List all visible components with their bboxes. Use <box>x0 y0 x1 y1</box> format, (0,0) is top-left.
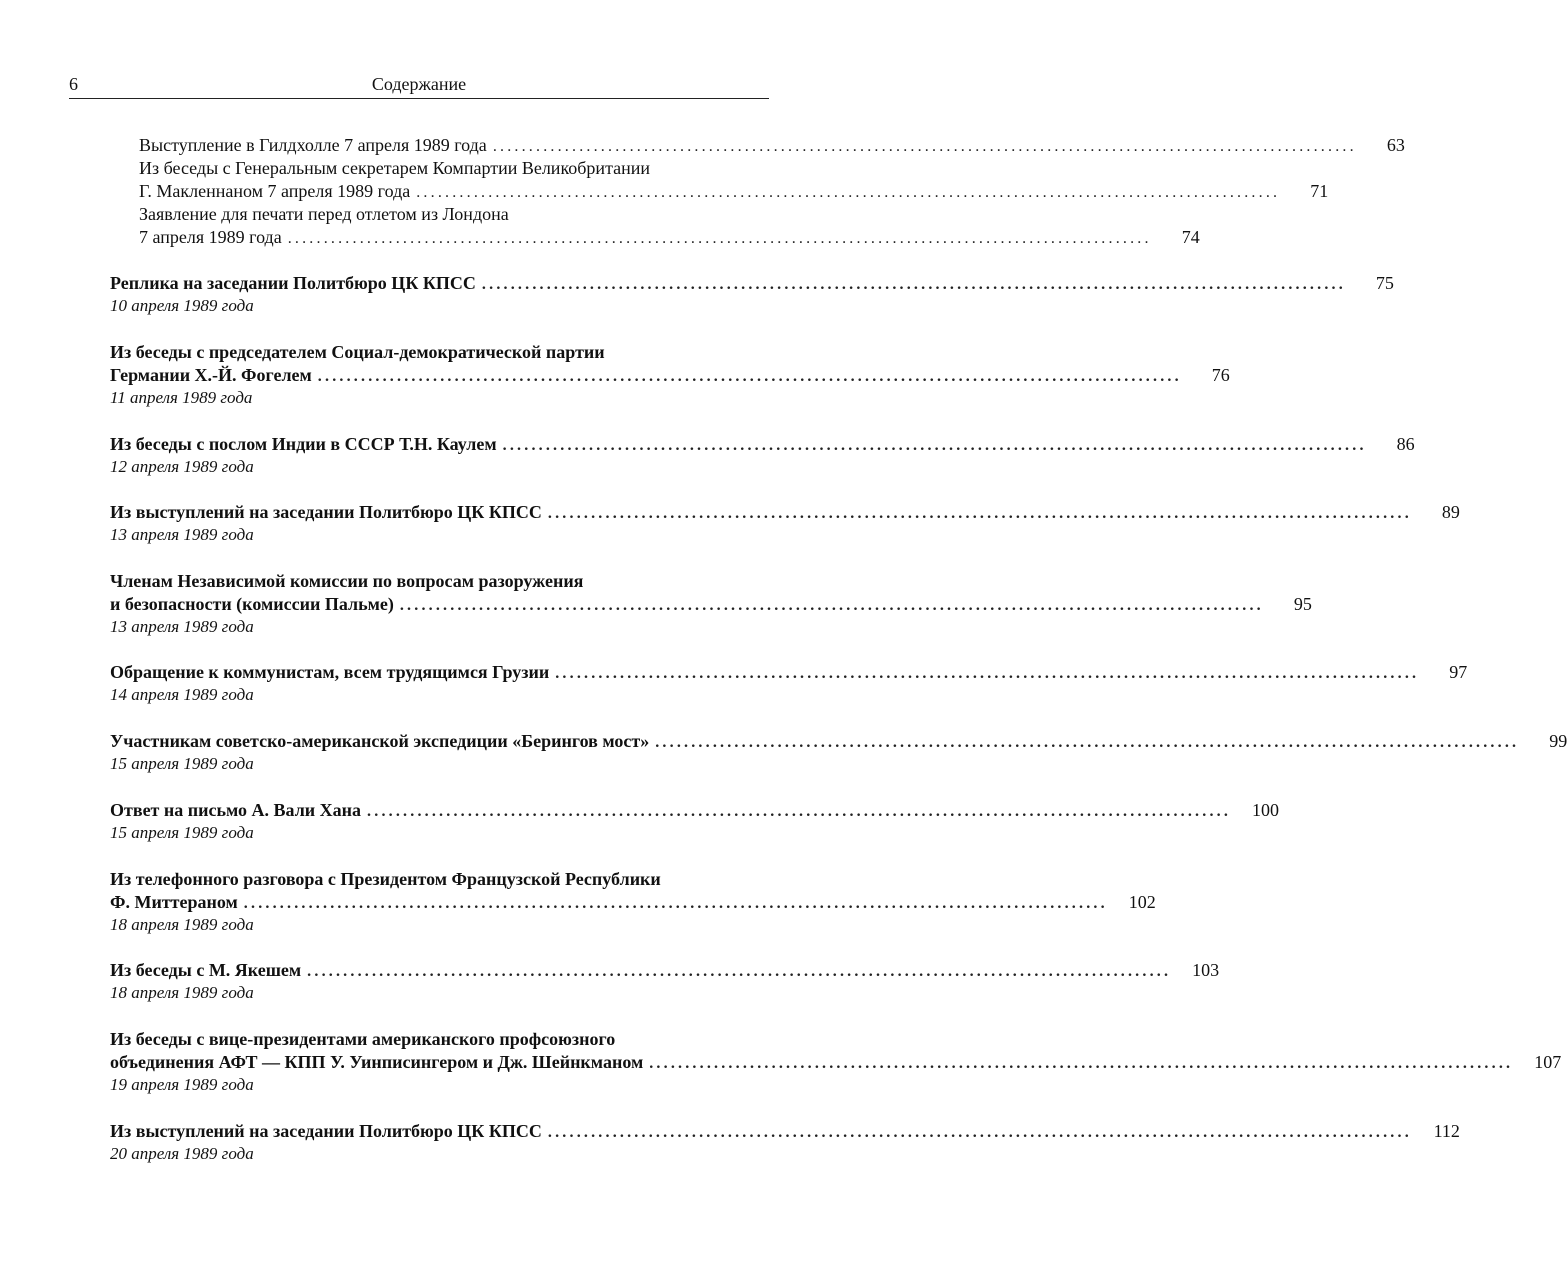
leader-dots: ........................................................................................................................ <box>492 138 1357 155</box>
toc-page-number: 75 <box>1375 273 1394 293</box>
toc-page-number: 63 <box>1386 135 1405 155</box>
toc-page-number: 86 <box>1396 434 1415 454</box>
leader-dots: ........................................................................................................................ <box>547 1124 1412 1141</box>
toc-entry-title: Участникам советско-американской экспедиции «Берингов мост» <box>110 731 650 751</box>
toc-entry <box>110 798 1280 822</box>
toc-entry <box>110 1050 1562 1074</box>
toc-page-number: 103 <box>1192 960 1220 980</box>
toc-page-number: 89 <box>1441 502 1460 522</box>
toc-entry-title: Выступление в Гилдхолле 7 апреля 1989 года <box>139 135 487 155</box>
toc-entry-date: 18 апреля 1989 года <box>110 915 254 934</box>
leader-dots: ........................................................................................................................ <box>649 1055 1514 1072</box>
toc-entry-date: 13 апреля 1989 года <box>110 617 254 636</box>
toc-entry-date: 11 апреля 1989 года <box>110 388 253 407</box>
toc-entry-title: Из беседы с послом Индии в СССР Т.Н. Каулем <box>110 434 497 454</box>
toc-entry-title: Заявление для печати перед отлетом из Лондона <box>139 204 509 224</box>
toc-entry <box>110 592 1312 616</box>
toc-entry <box>110 271 1394 295</box>
toc-entry-title: Из телефонного разговора с Президентом Французской Республики <box>110 869 661 889</box>
toc-page-number: 102 <box>1128 892 1156 912</box>
toc-entry-date: 19 апреля 1989 года <box>110 1075 254 1094</box>
leader-dots: ........................................................................................................................ <box>399 597 1264 614</box>
running-header <box>69 72 769 99</box>
leader-dots: ........................................................................................................................ <box>502 437 1367 454</box>
toc-entry-title: Германии Х.-Й. Фогелем <box>110 365 312 385</box>
toc-page-number: 74 <box>1181 227 1200 247</box>
toc-page-number: 71 <box>1310 181 1329 201</box>
toc-entry <box>110 500 1460 524</box>
toc-sub-entry <box>139 225 1200 249</box>
toc-page-number: 99 <box>1549 731 1567 751</box>
leader-dots: ........................................................................................................................ <box>307 963 1172 980</box>
toc-entry <box>110 958 1220 982</box>
toc-entry-date: 13 апреля 1989 года <box>110 525 254 544</box>
toc-entry-title: Из беседы с вице-президентами американского профсоюзного <box>110 1029 616 1049</box>
toc-page-number: 112 <box>1433 1121 1460 1141</box>
toc-entry-title: Ответ на письмо А. Вали Хана <box>110 800 362 820</box>
leader-dots: ........................................................................................................................ <box>555 665 1420 682</box>
toc-entry-date: 20 апреля 1989 года <box>110 1144 254 1163</box>
toc-entry-title: Из беседы с Генеральным секретарем Компартии Великобритании <box>139 158 651 178</box>
toc-entry-date: 18 апреля 1989 года <box>110 983 254 1002</box>
toc-sub-entry <box>139 133 1405 157</box>
toc-entry <box>110 729 1567 753</box>
toc-entry <box>110 890 1156 914</box>
leader-dots: ........................................................................................................................ <box>243 895 1108 912</box>
toc-page-number: 107 <box>1534 1052 1562 1072</box>
toc-page-number: 97 <box>1449 662 1468 682</box>
toc-entry-title: и безопасности (комиссии Пальме) <box>110 594 394 614</box>
page-number: 6 <box>69 74 78 94</box>
leader-dots: ........................................................................................................................ <box>287 230 1152 247</box>
toc-sub-entry <box>139 179 1329 203</box>
toc-entry <box>110 1119 1460 1143</box>
toc-entry-title: Реплика на заседании Политбюро ЦК КПСС <box>110 273 476 293</box>
toc-entry <box>110 363 1230 387</box>
toc-entry-date: 12 апреля 1989 года <box>110 457 254 476</box>
toc-page-number: 95 <box>1293 594 1312 614</box>
leader-dots: ........................................................................................................................ <box>481 276 1346 293</box>
toc-entry-title: Из беседы с председателем Социал-демократической партии <box>110 342 605 362</box>
toc-entry-title: Из выступлений на заседании Политбюро ЦК КПСС <box>110 1121 542 1141</box>
toc-entry-title: 7 апреля 1989 года <box>139 227 282 247</box>
toc-entry-title: Из беседы с М. Якешем <box>110 960 302 980</box>
toc-entry-date: 10 апреля 1989 года <box>110 296 254 315</box>
toc-entry-title: Из выступлений на заседании Политбюро ЦК КПСС <box>110 502 542 522</box>
toc-entry <box>110 432 1415 456</box>
toc-entry-title: Г. Макленнаном 7 апреля 1989 года <box>139 181 411 201</box>
toc-entry-title: объединения АФТ — КПП У. Уинписингером и Дж. Шейнкманом <box>110 1052 644 1072</box>
toc-entry-title: Ф. Миттераном <box>110 892 238 912</box>
toc-entry-title: Обращение к коммунистам, всем трудящимся Грузии <box>110 662 550 682</box>
toc-entry-date: 15 апреля 1989 года <box>110 823 254 842</box>
leader-dots: ........................................................................................................................ <box>367 803 1232 820</box>
toc-entry-date: 15 апреля 1989 года <box>110 754 254 773</box>
leader-dots: ........................................................................................................................ <box>317 368 1182 385</box>
toc-entry <box>110 660 1468 684</box>
toc-page-number: 100 <box>1252 800 1280 820</box>
leader-dots: ........................................................................................................................ <box>547 505 1412 522</box>
leader-dots: ........................................................................................................................ <box>416 184 1281 201</box>
toc-page-number: 76 <box>1211 365 1230 385</box>
page-title: Содержание <box>371 74 467 94</box>
toc-entry-title: Членам Независимой комиссии по вопросам разоружения <box>110 571 584 591</box>
leader-dots: ........................................................................................................................ <box>655 734 1520 751</box>
toc-entry-date: 14 апреля 1989 года <box>110 685 254 704</box>
